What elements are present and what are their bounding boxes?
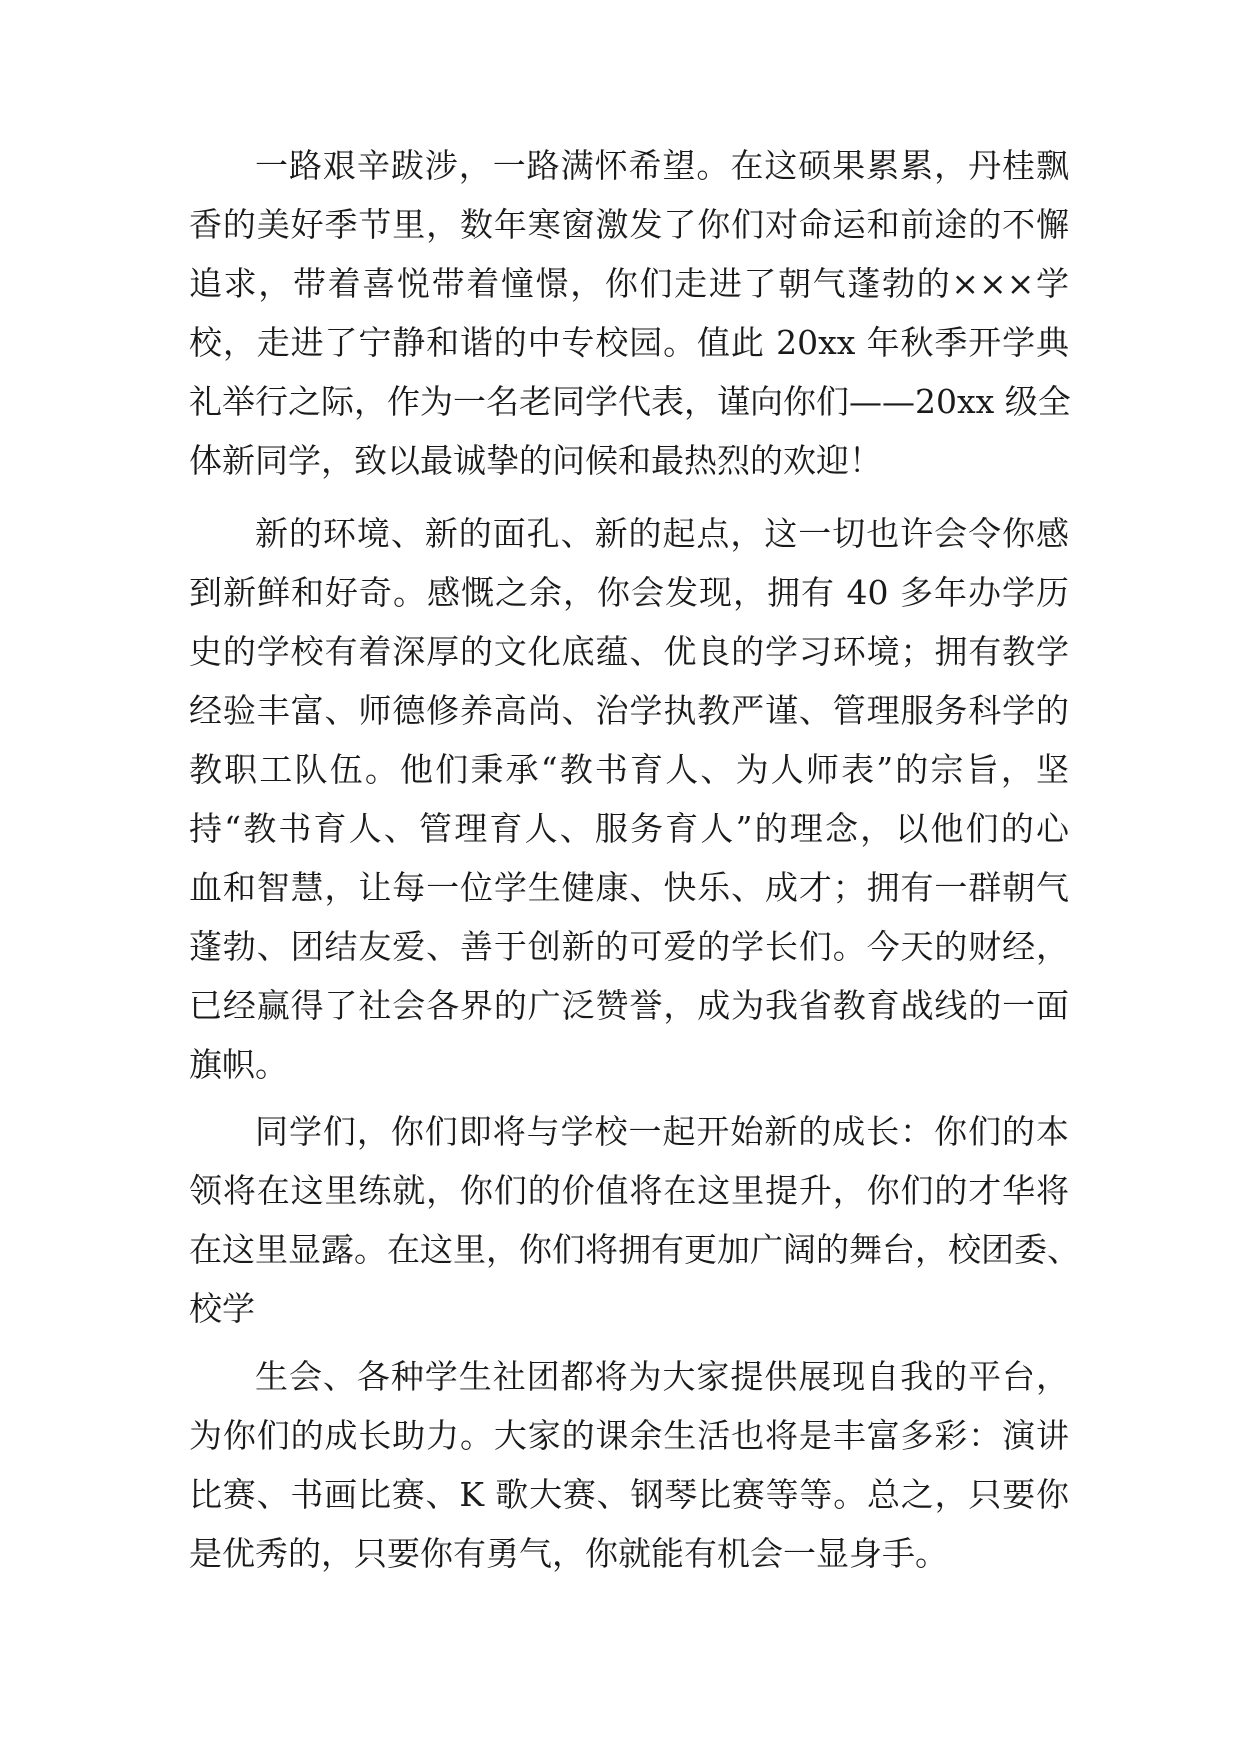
paragraph-1-line-4: 校，走进了宁静和谐的中专校园。值此 20xx 年秋季开学典 [189,323,1069,362]
paragraph-2-line-4: 经验丰富、师德修养高尚、治学执教严谨、管理服务科学的 [189,691,1069,730]
paragraph-1-line-3: 追求，带着喜悦带着憧憬，你们走进了朝气蓬勃的×××学 [189,264,1069,303]
paragraph-1-line-2: 香的美好季节里，数年寒窗激发了你们对命运和前途的不懈 [189,205,1069,244]
paragraph-1-line-1: 一路艰辛跋涉，一路满怀希望。在这硕果累累，丹桂飘 [255,146,1069,185]
paragraph-2-line-10: 旗帜。 [189,1045,288,1084]
paragraph-3-line-4: 校学 [189,1289,255,1328]
paragraph-2-line-2: 到新鲜和好奇。感慨之余，你会发现，拥有 40 多年办学历 [189,573,1069,612]
paragraph-2-line-7: 血和智慧，让每一位学生健康、快乐、成才；拥有一群朝气 [189,868,1069,907]
paragraph-4-line-1: 生会、各种学生社团都将为大家提供展现自我的平台， [255,1357,1069,1396]
paragraph-1-line-5: 礼举行之际，作为一名老同学代表，谨向你们——20xx 级全 [189,382,1071,421]
paragraph-2-line-6: 持“教书育人、管理育人、服务育人”的理念，以他们的心 [189,809,1069,848]
paragraph-4-line-4: 是优秀的，只要你有勇气，你就能有机会一显身手。 [189,1534,948,1573]
paragraph-3-line-3: 在这里显露。在这里，你们将拥有更加广阔的舞台，校团委、 [189,1230,1080,1269]
paragraph-4-line-2: 为你们的成长助力。大家的课余生活也将是丰富多彩：演讲 [189,1416,1069,1455]
paragraph-1-line-6: 体新同学，致以最诚挚的问候和最热烈的欢迎！ [189,441,882,480]
paragraph-3-line-2: 领将在这里练就，你们的价值将在这里提升，你们的才华将 [189,1171,1069,1210]
paragraph-2-line-5: 教职工队伍。他们秉承“教书育人、为人师表”的宗旨，坚 [189,750,1069,789]
paragraph-2-line-1: 新的环境、新的面孔、新的起点，这一切也许会令你感 [255,514,1069,553]
paragraph-4-line-3: 比赛、书画比赛、K 歌大赛、钢琴比赛等等。总之，只要你 [189,1475,1069,1514]
paragraph-2-line-9: 已经赢得了社会各界的广泛赞誉，成为我省教育战线的一面 [189,986,1069,1025]
paragraph-3-line-1: 同学们，你们即将与学校一起开始新的成长：你们的本 [255,1112,1069,1151]
paragraph-2-line-3: 史的学校有着深厚的文化底蕴、优良的学习环境；拥有教学 [189,632,1069,671]
paragraph-2-line-8: 蓬勃、团结友爱、善于创新的可爱的学长们。今天的财经， [189,927,1069,966]
